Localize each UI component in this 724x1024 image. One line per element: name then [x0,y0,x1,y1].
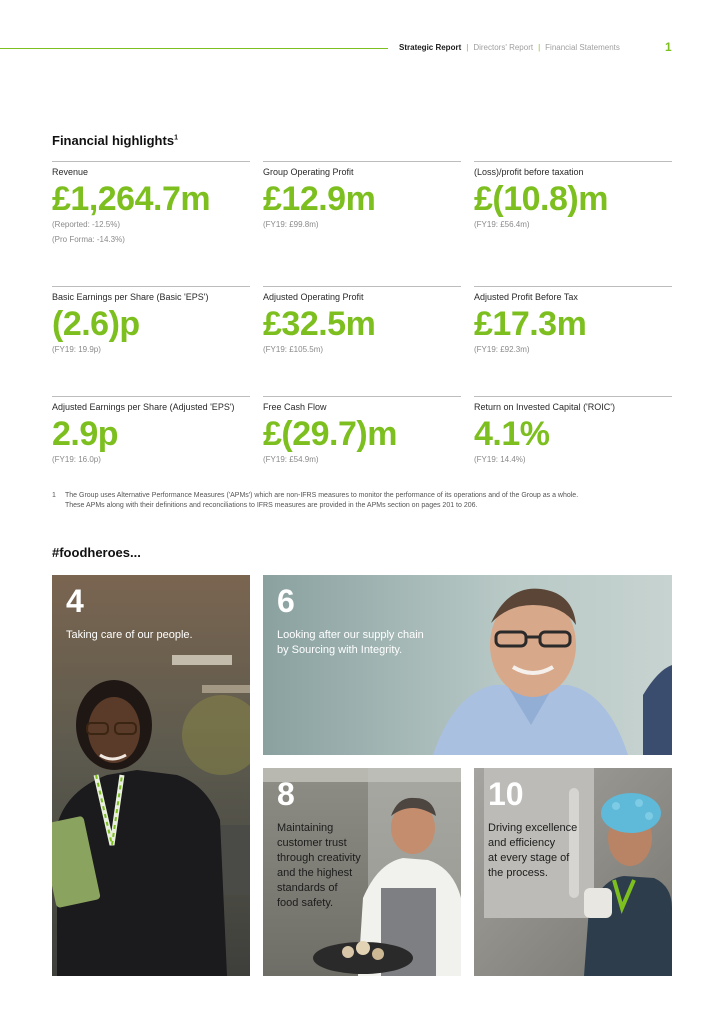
card-text-line: through creativity [277,852,361,864]
kpi-note: (FY19: £105.5m) [263,345,324,354]
kpi-label: Adjusted Operating Profit [263,292,364,302]
kpi-label: Revenue [52,167,89,177]
card-number: 8 [277,776,295,812]
foodheroes-title: #foodheroes... [52,545,141,560]
card-text-line: the process. [488,867,548,879]
card-number: 6 [277,583,295,619]
foodhero-card-people [52,575,250,976]
card-text-line: standards of [277,882,338,894]
kpi-label: Adjusted Profit Before Tax [474,292,578,302]
kpi-value: £17.3m [474,305,587,343]
kpi-group-operating-profit [263,161,461,231]
kpi-value: 4.1% [474,415,550,453]
kpi-adjusted-eps [52,396,250,466]
card-text-line: and the highest [277,867,353,879]
card-text-line: Driving excellence [488,822,578,834]
footnote-number: 1 [52,492,56,499]
card-text-line: Maintaining [277,822,334,834]
card-text-line: by Sourcing with Integrity. [277,644,403,656]
footnote-line [52,491,578,501]
kpi-value: 2.9p [52,415,119,453]
card-text-line: customer trust [277,837,347,849]
kpi-free-cash-flow [263,396,461,466]
nav-separator: | [538,43,541,52]
kpi-label: Group Operating Profit [263,167,354,177]
kpi-roic [474,396,672,466]
card-text-line: and efficiency [488,837,556,849]
kpi-value: (2.6)p [52,305,140,343]
foodhero-card-efficiency [474,768,672,976]
kpi-value: £(10.8)m [474,180,608,218]
kpi-note: (Reported: -12.5%) [52,220,121,229]
kpi-value: £12.9m [263,180,376,218]
kpi-note: (FY19: £99.8m) [263,220,319,229]
card-text [277,628,424,658]
kpi-profit-before-tax [474,161,672,231]
kpi-value: £(29.7)m [263,415,397,453]
kpi-note: (FY19: £92.3m) [474,345,530,354]
kpi-revenue [52,161,250,246]
kpi-label: (Loss)/profit before taxation [474,167,584,177]
footnote [52,491,578,511]
kpi-note-pro-forma: (Pro Forma: -14.3%) [52,235,125,244]
kpi-note: (FY19: £56.4m) [474,220,530,229]
kpi-label: Return on Invested Capital ('ROIC') [474,402,615,412]
page-number: 1 [665,40,672,54]
nav-directors-report[interactable]: Directors' Report [473,43,534,52]
card-number: 10 [488,776,524,812]
card-number: 4 [66,583,84,619]
foodhero-card-sourcing [263,575,672,755]
photo-man-glasses [263,575,672,755]
footnote-marker: 1 [174,134,178,142]
kpi-label: Basic Earnings per Share (Basic 'EPS') [52,292,209,302]
section-nav [399,43,620,52]
card-text-line: food safety. [277,897,334,909]
kpi-adjusted-profit-before-tax [474,286,672,356]
footnote-line: These APMs along with their definitions and reconciliations to IFRS measures are provided in the APMs section on pages 201 to 206. [65,502,478,509]
nav-separator: | [466,43,469,52]
kpi-label: Free Cash Flow [263,402,327,412]
kpi-note: (FY19: 14.4%) [474,455,526,464]
kpi-adjusted-operating-profit [263,286,461,356]
kpi-label: Adjusted Earnings per Share (Adjusted 'EPS') [52,402,235,412]
kpi-value: £1,264.7m [52,180,211,218]
card-text: Taking care of our people. [66,629,193,641]
nav-strategic-report[interactable]: Strategic Report [399,43,462,52]
financial-highlights-title-text: Financial highlights [52,133,175,148]
card-text [277,821,361,911]
kpi-note: (FY19: 16.0p) [52,455,101,464]
footnote-text: The Group uses Alternative Performance Measures ('APMs') which are non-IFRS measures to monitor the performance of its operations and of the Group as a whole. [65,492,579,499]
kpi-note: (FY19: 19.9p) [52,345,101,354]
foodhero-card-food-safety [263,768,461,976]
financial-highlights-title [52,133,178,148]
card-text [488,821,577,881]
kpi-basic-eps [52,286,250,356]
card-text-line: Looking after our supply chain [277,629,424,641]
card-text-line: at every stage of [488,852,570,864]
kpi-note: (FY19: £54.9m) [263,455,319,464]
nav-financial-statements[interactable]: Financial Statements [545,43,620,52]
kpi-value: £32.5m [263,305,376,343]
header-rule [0,48,388,49]
